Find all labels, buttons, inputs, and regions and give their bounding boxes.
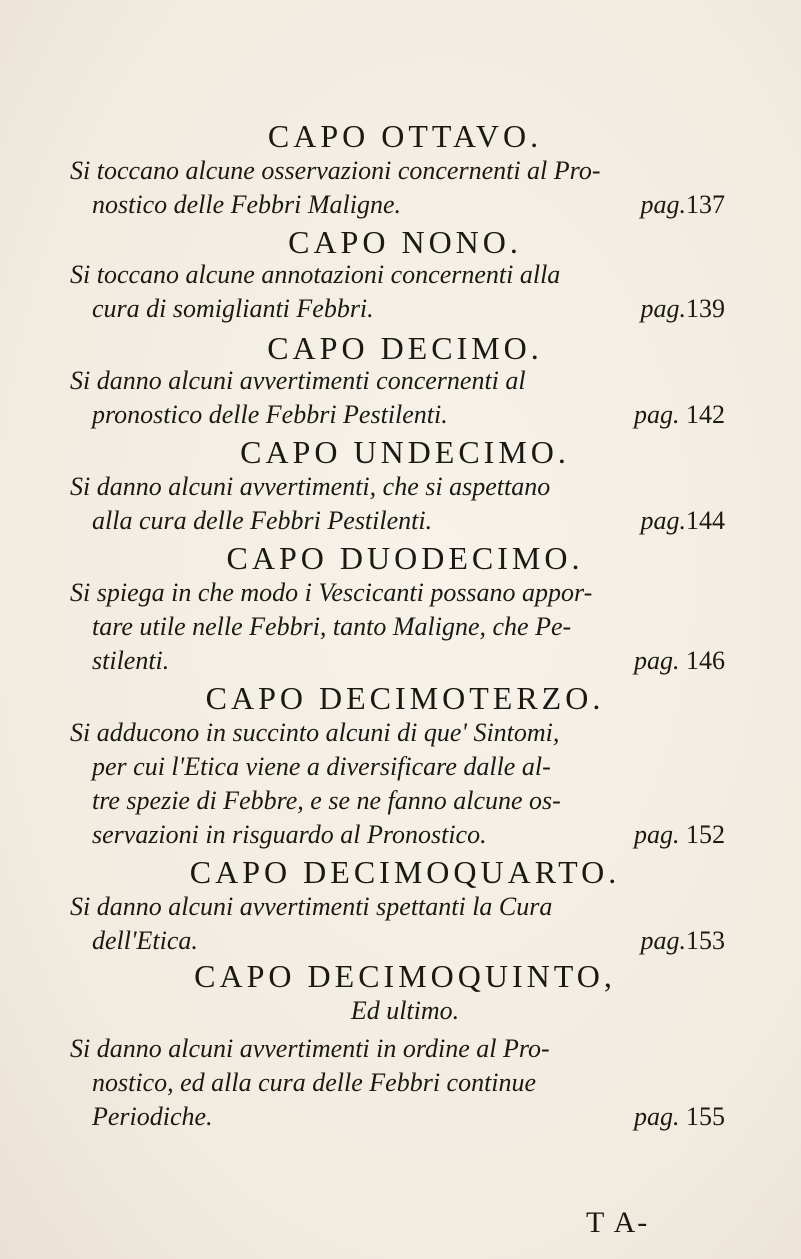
chapter-summary-line: per cui l'Etica viene a diversificare dalle al- <box>92 752 551 781</box>
chapter-summary-line: pronostico delle Febbri Pestilenti. <box>92 400 448 429</box>
chapter-summary-line: tre spezie di Febbre, e se ne fanno alcune os- <box>92 786 561 815</box>
chapter-summary-line: nostico, ed alla cura delle Febbri continue <box>92 1068 537 1097</box>
chapter-summary-line: Si danno alcuni avvertimenti spettanti la Cura <box>70 892 553 921</box>
chapter-heading-12: CAPO DUODECIMO. <box>226 540 584 576</box>
page-reference: pag. 155 <box>634 1102 725 1131</box>
chapter-summary-line: Si danno alcuni avvertimenti concernenti al <box>70 366 526 395</box>
chapter-heading-15: CAPO DECIMOQUINTO, <box>194 958 616 994</box>
page-reference: pag. 146 <box>634 646 725 675</box>
chapter-heading-8: CAPO OTTAVO. <box>267 118 543 154</box>
catchword: T A- <box>586 1206 650 1239</box>
chapter-summary-line: Si danno alcuni avvertimenti, che si aspettano <box>70 472 551 501</box>
chapter-summary-line: dell'Etica. <box>92 926 198 955</box>
chapter-heading-11: CAPO UNDECIMO. <box>240 434 570 470</box>
chapter-summary-line: alla cura delle Febbri Pestilenti. <box>92 506 433 535</box>
page-reference: pag. 142 <box>634 400 725 429</box>
chapter-summary-line: cura di somiglianti Febbri. <box>92 294 374 323</box>
chapter-summary-line: nostico delle Febbri Maligne. <box>92 190 402 219</box>
chapter-subheading: Ed ultimo. <box>350 996 460 1025</box>
chapter-summary-line: Si toccano alcune osservazioni concernenti al Pro- <box>70 156 601 185</box>
chapter-summary-line: Si spiega in che modo i Vescicanti possano appor- <box>70 578 593 607</box>
chapter-summary-line: Periodiche. <box>92 1102 213 1131</box>
chapter-summary-line: Si toccano alcune annotazioni concernenti alla <box>70 260 561 289</box>
chapter-heading-13: CAPO DECIMOTERZO. <box>205 680 605 716</box>
chapter-summary-line: Si danno alcuni avvertimenti in ordine al Pro- <box>70 1034 550 1063</box>
chapter-heading-14: CAPO DECIMOQUARTO. <box>189 854 621 890</box>
page-reference: pag.144 <box>640 506 725 535</box>
page-reference: pag.153 <box>640 926 725 955</box>
chapter-summary-line: stilenti. <box>92 646 170 675</box>
page-reference: pag. 152 <box>634 820 725 849</box>
chapter-heading-10: CAPO DECIMO. <box>267 330 543 366</box>
chapter-summary-line: Si adducono in succinto alcuni di que' Sintomi, <box>70 718 560 747</box>
chapter-heading-9: CAPO NONO. <box>288 224 522 260</box>
chapter-summary-line: tare utile nelle Febbri, tanto Maligne, che Pe- <box>92 612 572 641</box>
page-reference: pag.139 <box>640 294 725 323</box>
page-reference: pag.137 <box>640 190 725 219</box>
chapter-summary-line: servazioni in risguardo al Pronostico. <box>92 820 487 849</box>
